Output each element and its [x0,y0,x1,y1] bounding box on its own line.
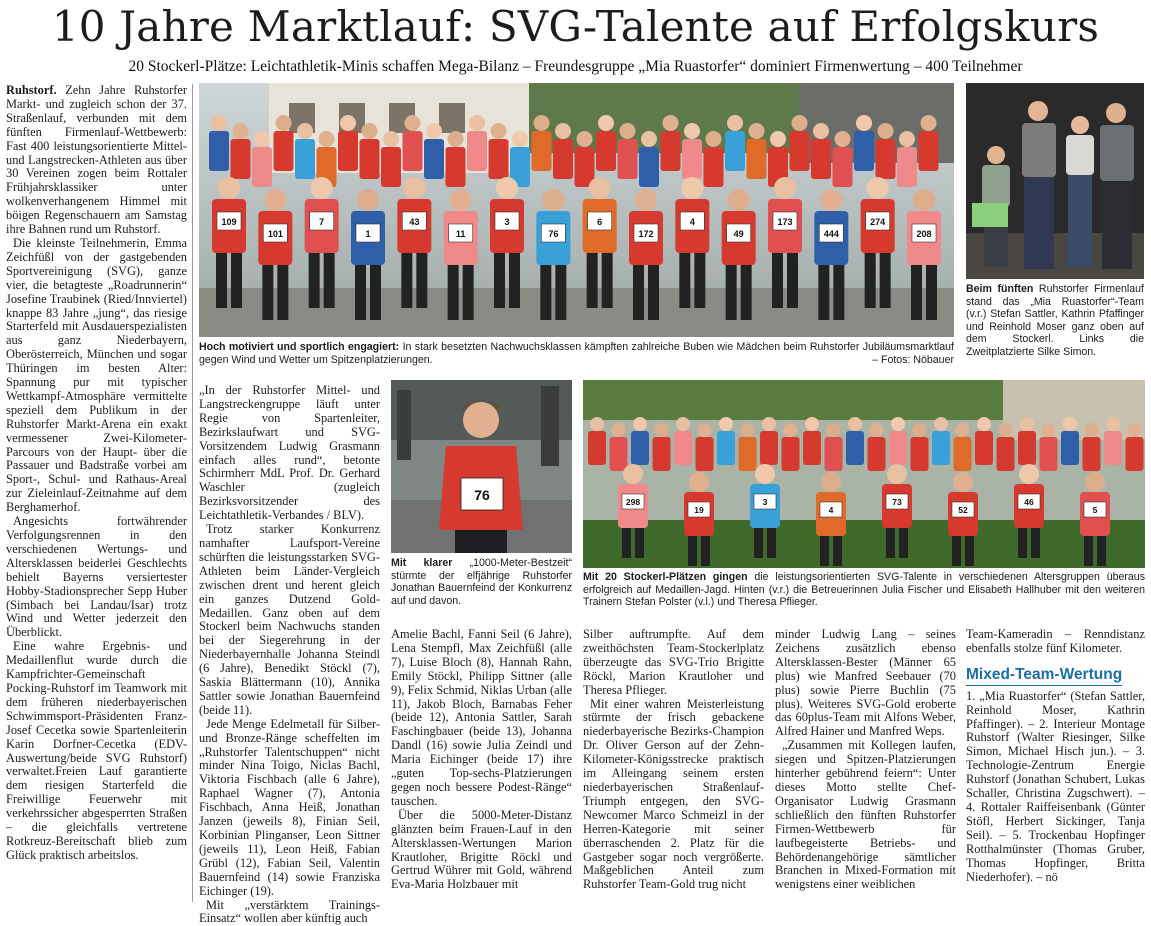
background-person [803,417,821,465]
background-person [424,123,444,179]
bib-number: 109 [221,217,237,227]
background-person [717,417,735,465]
team-photo [966,83,1144,279]
background-person [639,131,659,187]
paragraph: Eine wahre Ergebnis- und Medaillenflut wurde durch die Kampfrichter-Gemeinschaft Pocking-Ruhstorf im Teamwork mit dem früheren niederbayerischen Schwimmsport-Präsidenten Franz-Josef Cecetka sowie Spartenleiterin Karin Dorfner-Cecetka (EDV-Auswertung/beide SVG Ruhstorf) verwaltet.Freien Lauf garantierte dem riesigen Starterfeld die Freiwillige Feuerwehr mit verkehrssicher abgesperrten Straßen – die gleichfalls vertretene Rotkreuz-Bereitschaft blieb zum Glück praktisch arbeitslos. [6,639,187,862]
results-box-title: Mixed-Team-Wertung [966,664,1122,686]
paragraph: Mit „verstärktem Trainings-Einsatz“ wollen aber künftig auch [199,897,380,926]
paragraph: Amelie Bachl, Fanni Seil (6 Jahre), Lena Stempfl, Max Zeichfüßl (alle 7), Luise Bloch (8), Hannah Rahn, Emily Stöckl, Philipp Sittner (alle 9), Felix Schmid, Niklas Urban (alle 11), Jakob Bloch, Barnabas Feher (beide 12), Antonia Sattler, Sarah Faschingbauer (beide 13), Johanna Dandl (16) sowie Julia Zeindl und Maria Eichinger (beide 17) ihre „guten Top-sechs-Platzierungen gegen noch bessere Podest-Ränge“ tauschen. [391,627,572,808]
bib-number: 5 [1092,505,1098,515]
bib-number: 4 [828,505,834,515]
paragraph: Silber auftrumpfte. Auf dem zweithöchsten Team-Stockerlplatz überzeugte das SVG-Trio Brigitte Röckl, Marion Krautloher und Theresa Pflieger. [583,627,764,697]
background-person [575,131,595,187]
background-person [954,423,972,471]
background-person [674,417,692,465]
paragraph: Team-Kameradin – Renndistanz ebenfalls stolze fünf Kilometer. [966,627,1145,655]
dateline: Ruhstorf. [6,83,57,97]
background-person [510,131,530,187]
article-column-6 [966,628,1145,904]
background-person [231,123,251,179]
background-person [897,131,917,187]
bib-number: 6 [597,217,603,227]
paragraph: Mit einer wahren Meisterleistung stürmte der frisch gebackene niederbayerische Bezirks-Champion Dr. Oliver Gerson auf der Zehn-Kilometer-Königsstrecke praktisch im Alleingang seinem ersten niederbayerischen Straßenlauf-Triumph entgegen, den SVG-Newcomer Marco Schmeizl in der Herren-Kategorie mit seiner überraschenden 2. Platz für die Gastgeber sogar noch vergrößerte. Maßgeblichen Anteil zum Ruhstorfer Team-Gold trug nicht [583,696,764,892]
caption-lead: Hoch motiviert und sportlich engagiert: [199,341,400,353]
background-person [846,417,864,465]
background-person [446,131,466,187]
background-person [739,423,757,471]
bib-number: 4 [689,217,695,227]
background-person [932,417,950,465]
background-person [825,423,843,471]
paragraph: „In der Ruhstorfer Mittel- und Langstreckengruppe läuft unter Regie von Spartenleiter, Bezirkslaufwart und SVG-Vorsitzendem Ludwig Grasmann einfach alles rund“, betonte Schirmherr MdL Prof. Dr. Gerhard Waschler (zugleich Bezirksvorsitzender des Leichtathletik-Verbandes / BLV). [199,383,380,523]
paragraph: „Zusammen mit Kollegen laufen, siegen und Spitzen-Platzierungen hinterher gebührend feiern“: Unter dieses Motto stellte Chef-Organisator Ludwig Grasmann schließlich den fünften Ruhstorfer Firmen-Wettbewerb für laufbegeisterte Betriebs- und Behördenangehörige sämtlicher Branchen in Mixed-Formation mit wenigstens einer weiblichen [775,738,956,892]
background-person [889,417,907,465]
background-person [209,115,229,171]
background-person [760,417,778,465]
article-column-4 [583,628,764,904]
background-person [274,115,294,171]
background-person [747,123,767,179]
bib-number: 7 [319,217,325,227]
bib-number: 43 [409,217,420,227]
article-column-5 [775,628,956,904]
main-photo-caption: Hoch motiviert und sportlich engagiert: In stark besetzten Nachwuchsklassen kämpften zahlreiche Buben wie Mädchen beim Ruhstorfer Jubiläumsmarktlauf gegen Wind und Wetter um Spitzenplatzierungen. – Fotos: Nöbauer [199,341,954,366]
team-photo-caption: Beim fünften Ruhstorfer Firmenlauf stand das „Mia Ruastorfer“-Team (v.r.) Stefan Sattler, Kathrin Pfaffinger und Reinhold Moser ganz oben auf dem Stockerl. Links die Zweitplatzierte Silke Simon. [966,283,1144,358]
background-person [596,115,616,171]
background-person [782,423,800,471]
paragraph: Über die 5000-Meter-Distanz glänzten beim Frauen-Lauf in den Altersklassen-Wertungen Marion Krautloher, Brigitte Röckl und Gertrud Wührer mit Gold, während Eva-Maria Holzbauer mit [391,807,572,892]
bib-number: 101 [267,229,283,239]
bib-number: 208 [916,229,932,239]
background-person [1018,417,1036,465]
bib-number: 274 [870,217,886,227]
background-person [661,115,681,171]
runner-photo-caption: Mit klarer „1000-Meter-Bestzeit“ stürmte der elfjährige Ruhstorfer Jonathan Bauernfeind der Konkurrenz auf und davon. [391,557,572,607]
background-person [1083,423,1101,471]
background-person [919,115,939,171]
headline: 10 Jahre Marktlauf: SVG-Talente auf Erfolgskurs [51,2,1100,51]
background-person [381,131,401,187]
bib-number: 46 [1024,497,1034,507]
svg-text:76: 76 [474,487,490,503]
background-person [876,123,896,179]
caption-lead: Mit klarer [391,557,453,569]
bib-number: 19 [694,505,704,515]
runner-photo [391,380,572,553]
background-person [588,417,606,465]
caption-lead: Mit 20 Stockerl-Plätzen gingen [583,571,748,583]
column-divider [192,84,193,902]
background-person [553,123,573,179]
bib-number: 1 [365,229,371,239]
paragraph: Die kleinste Teilnehmerin, Emma Zeichfüßl von der gastgebenden Sportvereinigung (SVG), ganze vier, die betagteste „Roadrunnerin“ Josefine Traubinek (Ried/Innviertel) knappe 83 Jahre „jung“, das riesige Starterfeld mit Ausdauerspezialisten aus ganz Niederbayern, Oberösterreich, München und sogar Thüringen im besten Alter: Spannung pur mit typischer Wettkampf-Atmosphäre vermittelte speziell dem Publikum in der Ruhstorfer Markt-Arena ein exakt vermessener Zwei-Kilometer-Parcours von der Haupt- über die Passauer und Badstraße vorbei am Sport-, Schul- und Rathaus-Areal zur Zieleinlauf-Zeitnahme auf dem Berghamerhof. [6,235,187,515]
background-person [1104,417,1122,465]
article-column-1 [6,84,187,904]
background-person [618,123,638,179]
paragraph: Ruhstorf. Zehn Jahre Ruhstorfer Markt- und zugleich schon der 37. Straßenlauf, verbunden mit dem fünften Firmenlauf-Wettbewerb: Fast 400 leistungsorientierte Mittel- und Langstrecken-Athleten aus über 30 Vereinen zogen beim Rottaler Frühjahrsklassiker unter wolkenverhangenem Himmel mit böigen Regenschauern am Samstag ihre Bahnen rund um Ruhstorf. [6,83,187,237]
bib-number: 3 [504,217,510,227]
background-person [790,115,810,171]
article-column-2 [199,383,380,926]
paragraph: Trotz starker Konkurrenz namhafter Laufsport-Vereine schürften die leistungsstarken SVG-Athleten beim Länder-Vergleich zwischen drent und herent gleich ein ganzes Dutzend Gold-Medaillen. Ganz oben auf dem Stockerl beim Nachwuchs standen bei der Siegerehrung in der Niederbayernhalle Johanna Steindl (6 Jahre), Benedikt Stöckl (7), Saskia Blättermann (10), Annika Sattler sowie Jonathan Bauernfeind (beide 11). [199,522,380,717]
background-person [338,115,358,171]
caption-lead: Beim fünften [966,283,1034,295]
bib-number: 76 [548,229,559,239]
background-person [295,123,315,179]
subheadline: 20 Stockerl-Plätze: Leichtathletik-Minis schaffen Mega-Bilanz – Freundesgruppe „Mia Ruastorfer“ dominiert Firmenwertung – 400 Teilnehmer [128,58,1023,75]
bib-number: 298 [625,497,641,507]
background-person [467,115,487,171]
background-person [911,423,929,471]
background-person [704,131,724,187]
bib-number: 52 [958,505,968,515]
bib-number: 73 [892,497,902,507]
background-person [631,417,649,465]
background-person [682,123,702,179]
background-person [610,423,628,471]
background-person [997,423,1015,471]
background-person [854,115,874,171]
bib-number: 3 [762,497,768,507]
background-person [1061,417,1079,465]
background-person [403,115,423,171]
main-group-photo [199,83,954,337]
bib-number: 49 [733,229,744,239]
background-person [1040,423,1058,471]
bib-number: 11 [455,229,466,239]
paragraph: minder Ludwig Lang – seines Zeichens zusätzlich ebenso Altersklassen-Bester (Männer 65 plus) wie Manfred Seebauer (70 plus) sowie Pierre Buchlin (75 plus). Weiteres SVG-Gold eroberte das 60plus-Team mit Alfons Weber, Alfred Hainer und Manfred Weps. [775,627,956,739]
background-person [696,423,714,471]
photo-credit: – Fotos: Nöbauer [872,353,954,366]
background-person [252,131,272,187]
paragraph: Angesichts fortwährender Verfolgungsrennen in den verschiedenen Wertungs- und Altersklassen beiderlei Geschlechts behielt Bayerns versiertester Hobby-Stadionsprecher Sepp Huber (Simbach bei Landau/Isar) trotz Wind und Wetter jederzeit den Überblickt. [6,514,187,640]
group-photo [583,380,1145,568]
bib-number: 173 [777,217,793,227]
article-column-3 [391,628,572,904]
background-person [725,115,745,171]
background-person [833,131,853,187]
group-photo-caption: Mit 20 Stockerl-Plätzen gingen die leistungsorientierten SVG-Talente in verschiedenen Altersgruppen überaus erfolgreich auf Medaillen-Jagd. Hinten (v.r.) die Betreuerinnen Julia Fischer und Elisabeth Hallhuber mit den weiteren Trainern Stefan Polster (v.l.) und Theresa Pflieger. [583,571,1145,609]
paragraph: Jede Menge Edelmetall für Silber- und Bronze-Ränge scheffelten im „Ruhstorfer Talentschuppen“ nicht minder Nina Toigo, Niclas Bachl, Viktoria Fischbach (alle 6 Jahre), Raphael Wagner (7), Antonia Fischbach, Anna Heiß, Jonathan Janzen (jeweils 8), Finian Seil, Korbinian Plinganser, Leon Sittner (jeweils 11), Leon Heiß, Fabian Grübl (12), Fabian Seil, Valentin Bauernfeind (14) sowie Franziska Eichinger (19). [199,716,380,898]
background-person [360,123,380,179]
background-person [1126,423,1144,471]
background-person [811,123,831,179]
background-person [532,115,552,171]
bib-number: 172 [638,229,654,239]
background-person [653,423,671,471]
background-person [975,417,993,465]
bib-number: 444 [823,229,839,239]
background-person [489,123,509,179]
background-person [868,423,886,471]
results-list: 1. „Mia Ruastorfer“ (Stefan Sattler, Reinhold Moser, Kathrin Pfaffinger). – 2. Interieur Montage Ruhstorf (Walter Riesinger, Silke Simon, Michael Hisch jun.). – 3. Technologie-Zentrum Energie Ruhstorf (Jonathan Schubert, Lukas Schaller, Christina Zugschwert). – 4. Rottaler Raiffeisenbank (Günter Stöfl, Herbert Sickinger, Tanja Seil). – 5. Trockenbau Hopfinger Rotthalmünster (Thomas Gruber, Thomas Hopfinger, Britta Niederhofer). – nö [966,688,1145,884]
